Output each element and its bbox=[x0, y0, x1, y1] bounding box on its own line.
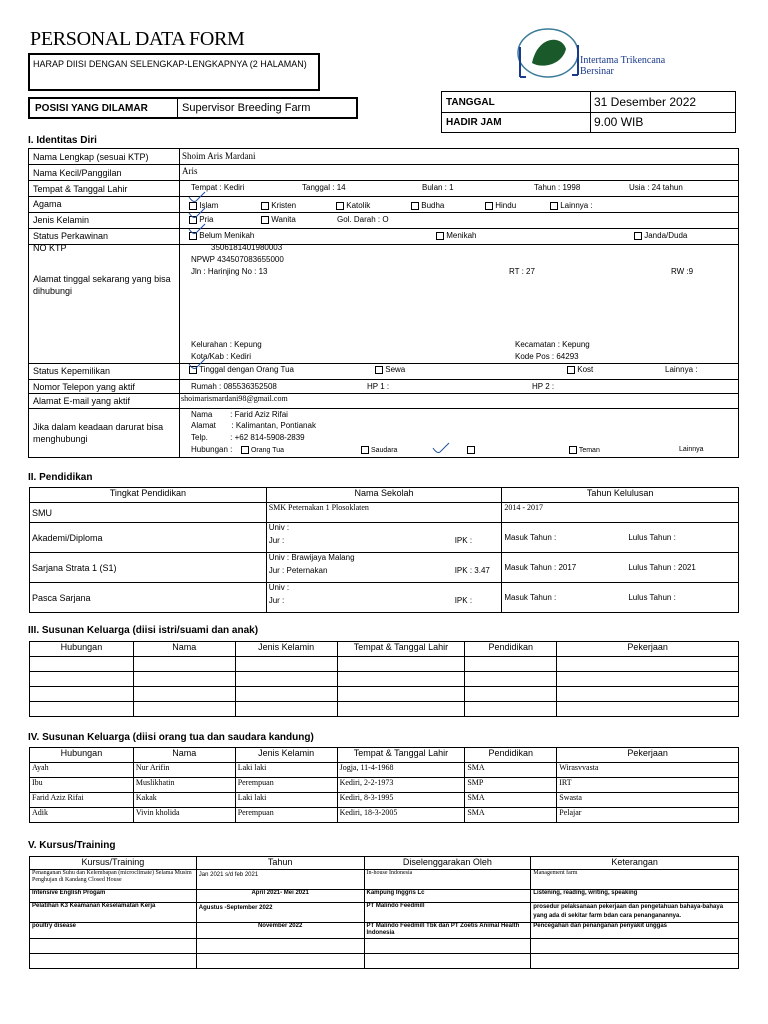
pendidikan-univ: Univ : bbox=[268, 523, 290, 532]
kursus-header: Diselenggarakan Oleh bbox=[364, 857, 531, 870]
value-kodepos[interactable]: Kode Pos : 64293 bbox=[515, 352, 579, 361]
label-ktp: NO KTP bbox=[33, 243, 67, 253]
pendidikan-header-sekolah: Nama Sekolah bbox=[266, 488, 502, 503]
pendidikan-jur: Jur : Peternakan bbox=[268, 566, 328, 575]
date-time-box bbox=[441, 91, 736, 133]
table-row[interactable] bbox=[30, 954, 739, 969]
date-label: TANGGAL bbox=[446, 97, 495, 108]
cell: SMA bbox=[465, 793, 557, 808]
agama-hindu-label: Hindu bbox=[495, 201, 517, 210]
cell: In-house Indonesia bbox=[364, 870, 531, 890]
cell: Swasta bbox=[557, 793, 739, 808]
value-bulan[interactable]: Bulan : 1 bbox=[422, 183, 454, 192]
cell: Nur Arifin bbox=[133, 763, 235, 778]
table-row[interactable] bbox=[30, 702, 739, 717]
keluarga1-header: Hubungan bbox=[30, 642, 134, 657]
pendidikan-masuk: Masuk Tahun : bbox=[504, 593, 557, 602]
cell: Laki laki bbox=[235, 763, 337, 778]
time-value[interactable]: 9.00 WIB bbox=[594, 115, 644, 129]
pendidikan-lulus: Lulus Tahun : bbox=[628, 533, 676, 542]
cell: Pelajar bbox=[557, 808, 739, 823]
pendidikan-header-tahun: Tahun Kelulusan bbox=[502, 488, 739, 503]
company-logo bbox=[512, 25, 687, 85]
value-rt[interactable]: RT : 27 bbox=[509, 267, 535, 276]
hubungan-label: Hubungan : bbox=[191, 445, 233, 454]
pendidikan-univ-cell[interactable] bbox=[266, 523, 502, 553]
table-row[interactable] bbox=[30, 808, 739, 823]
table-row[interactable] bbox=[30, 923, 739, 939]
position-label: POSISI YANG DILAMAR bbox=[35, 103, 148, 114]
section-keluarga2: IV. Susunan Keluarga (diisi orang tua dan saudara kandung) bbox=[28, 732, 314, 743]
agama-budha-checkbox[interactable] bbox=[411, 202, 419, 210]
cell: Management farm bbox=[531, 870, 739, 890]
pendidikan-univ-cell[interactable] bbox=[266, 553, 502, 583]
label-jenis-kelamin: Jenis Kelamin bbox=[33, 215, 90, 225]
jk-options bbox=[189, 215, 489, 227]
table-row[interactable] bbox=[30, 890, 739, 903]
table-row[interactable] bbox=[30, 778, 739, 793]
jk-wanita-checkbox[interactable] bbox=[261, 216, 269, 224]
cell: Jan 2021 s/d feb 2021 bbox=[196, 870, 364, 890]
cell: Kediri, 18-3-2005 bbox=[337, 808, 465, 823]
pendidikan-tahun-cell[interactable] bbox=[502, 523, 739, 553]
value-kecamatan[interactable]: Kecamatan : Kepung bbox=[515, 340, 590, 349]
keluarga1-header: Nama bbox=[133, 642, 235, 657]
keluarga1-header: Jenis Kelamin bbox=[235, 642, 337, 657]
value-email[interactable]: shoimarismardani98@gmail.com bbox=[181, 394, 288, 403]
keluarga2-header: Pekerjaan bbox=[557, 748, 739, 763]
pendidikan-tahun-cell[interactable] bbox=[502, 583, 739, 613]
gol-darah[interactable]: Gol. Darah : O bbox=[337, 215, 389, 224]
cell: Agustus -September 2022 bbox=[196, 903, 364, 923]
date-value[interactable]: 31 Desember 2022 bbox=[594, 95, 697, 109]
pendidikan-tingkat: Pasca Sarjana bbox=[30, 583, 267, 613]
agama-lainnya-label: Lainnya : bbox=[560, 201, 593, 210]
value-jln[interactable]: Jln : Harinjing No : 13 bbox=[191, 267, 268, 276]
cell: Intensive English Progam bbox=[30, 890, 197, 903]
kepemilikan-kost-checkbox[interactable] bbox=[567, 366, 575, 374]
cell: Penanganan Suhu dan Kelembapan (microclimate) Selama Musim Penghujan di Kandang Closed House bbox=[30, 870, 197, 890]
pendidikan-tahun-cell[interactable] bbox=[502, 553, 739, 583]
section-identitas: I. Identitas Diri bbox=[28, 135, 97, 146]
agama-katolik-checkbox[interactable] bbox=[336, 202, 344, 210]
status-janda-label: Janda/Duda bbox=[644, 231, 688, 240]
value-kota[interactable]: Kota/Kab : Kediri bbox=[191, 352, 252, 361]
section-keluarga1: III. Susunan Keluarga (diisi istri/suami dan anak) bbox=[28, 625, 259, 636]
label-kepemilikan: Status Kepemilikan bbox=[33, 366, 111, 376]
hubungan-teman-label: Teman bbox=[578, 446, 600, 454]
section-kursus: V. Kursus/Training bbox=[28, 840, 116, 851]
cell: Pelatihan K3 Keamanan Keselamatan Kerja bbox=[30, 903, 197, 923]
agama-kristen-label: Kristen bbox=[271, 201, 297, 210]
pendidikan-masuk: Masuk Tahun : bbox=[504, 533, 557, 542]
value-darurat-nama[interactable]: Nama : Farid Aziz Rifai bbox=[191, 410, 288, 419]
keluarga2-header: Jenis Kelamin bbox=[235, 748, 337, 763]
instruction-box bbox=[28, 53, 320, 91]
kepemilikan-ortu-label: Tinggal dengan Orang Tua bbox=[199, 365, 294, 374]
cell: SMA bbox=[465, 763, 557, 778]
value-hp2[interactable]: HP 2 : bbox=[532, 382, 555, 391]
value-tanggal[interactable]: Tanggal : 14 bbox=[302, 183, 346, 192]
cell: PT Malindo Feedmill bbox=[364, 903, 531, 923]
cell: Pencegahan dan penanganan penyakit unggas bbox=[531, 923, 739, 939]
cell: November 2022 bbox=[196, 923, 364, 939]
kursus-header: Keterangan bbox=[531, 857, 739, 870]
kepemilikan-sewa-label: Sewa bbox=[385, 365, 406, 374]
pendidikan-univ-cell[interactable] bbox=[266, 583, 502, 613]
hubungan-saudara-label: Saudara bbox=[370, 446, 398, 454]
jk-wanita-label: Wanita bbox=[271, 215, 296, 224]
pendidikan-ipk: IPK : 3.47 bbox=[454, 566, 490, 575]
pendidikan-lulus: Lulus Tahun : 2021 bbox=[628, 563, 696, 572]
cell: Adik bbox=[30, 808, 134, 823]
pendidikan-masuk: Masuk Tahun : 2017 bbox=[504, 563, 577, 572]
status-menikah-checkbox[interactable] bbox=[436, 232, 444, 240]
value-nama-lengkap[interactable]: Shoim Aris Mardani bbox=[182, 151, 256, 161]
label-telepon: Nomor Telepon yang aktif bbox=[33, 382, 135, 392]
cell: Vivin kholida bbox=[133, 808, 235, 823]
agama-budha-label: Budha bbox=[421, 201, 445, 210]
table-row[interactable] bbox=[30, 763, 739, 778]
kepemilikan-sewa-checkbox[interactable] bbox=[375, 366, 383, 374]
keluarga2-header: Hubungan bbox=[30, 748, 134, 763]
cell: Perempuan bbox=[235, 808, 337, 823]
cell: Muslikhatin bbox=[133, 778, 235, 793]
agama-options bbox=[189, 201, 729, 213]
pendidikan-tingkat: Sarjana Strata 1 (S1) bbox=[30, 553, 267, 583]
kepemilikan-options bbox=[189, 365, 737, 377]
table-row[interactable] bbox=[30, 793, 739, 808]
value-hp1[interactable]: HP 1 : bbox=[367, 382, 390, 391]
company-name: Intertama Trikencana Bersinar bbox=[580, 55, 666, 77]
jk-pria-label: Pria bbox=[199, 215, 214, 224]
pendidikan-tahun[interactable]: 2014 - 2017 bbox=[502, 503, 739, 523]
checkmark-icon bbox=[431, 442, 451, 456]
checkmark-icon bbox=[187, 358, 207, 372]
pendidikan-sekolah[interactable]: SMK Peternakan 1 Plosoklaten bbox=[266, 503, 502, 523]
cell: SMP bbox=[465, 778, 557, 793]
keluarga1-table bbox=[29, 641, 739, 717]
pendidikan-ipk: IPK : bbox=[454, 536, 473, 545]
value-tempat[interactable]: Tempat : Kediri bbox=[191, 183, 245, 192]
cell: Perempuan bbox=[235, 778, 337, 793]
pendidikan-lulus: Lulus Tahun : bbox=[628, 593, 676, 602]
label-alamat: Alamat tinggal sekarang yang bisa dihubungi bbox=[33, 274, 171, 296]
hubungan-lainnya-label: Lainnya bbox=[679, 446, 704, 453]
kursus-header: Kursus/Training bbox=[30, 857, 197, 870]
cell: Kediri, 8-3-1995 bbox=[337, 793, 465, 808]
table-row[interactable] bbox=[30, 657, 739, 672]
keluarga2-header: Pendidikan bbox=[465, 748, 557, 763]
position-value[interactable]: Supervisor Breeding Farm bbox=[182, 102, 311, 114]
identitas-table bbox=[28, 148, 739, 458]
agama-islam-label: Islam bbox=[199, 201, 219, 210]
cell: April 2021- Mei 2021 bbox=[196, 890, 364, 903]
cell: Kediri, 2-2-1973 bbox=[337, 778, 465, 793]
value-usia[interactable]: Usia : 24 tahun bbox=[629, 183, 683, 192]
label-agama: Agama bbox=[33, 199, 62, 209]
cell: IRT bbox=[557, 778, 739, 793]
kursus-header: Tahun bbox=[196, 857, 364, 870]
keluarga1-header: Pendidikan bbox=[465, 642, 557, 657]
table-row[interactable] bbox=[30, 903, 739, 923]
keluarga2-header: Tempat & Tanggal Lahir bbox=[337, 748, 465, 763]
agama-katolik-label: Katolik bbox=[346, 201, 371, 210]
section-pendidikan: II. Pendidikan bbox=[28, 472, 93, 483]
pendidikan-header-tingkat: Tingkat Pendidikan bbox=[30, 488, 267, 503]
pendidikan-table bbox=[29, 487, 739, 613]
form-title: PERSONAL DATA FORM bbox=[30, 28, 245, 50]
status-janda-checkbox[interactable] bbox=[634, 232, 642, 240]
label-darurat: Jika dalam keadaan darurat bisa menghubungi bbox=[33, 422, 164, 444]
label-ttl: Tempat & Tanggal Lahir bbox=[33, 184, 128, 194]
cell: PT Malindo Feedmill Tbk dan PT Zoetis Animal Health Indonesia bbox=[364, 923, 531, 939]
hubungan-saudara-checkbox[interactable] bbox=[361, 446, 369, 454]
label-nama-lengkap: Nama Lengkap (sesuai KTP) bbox=[33, 152, 149, 162]
agama-kristen-checkbox[interactable] bbox=[261, 202, 269, 210]
label-nama-kecil: Nama Kecil/Panggilan bbox=[33, 168, 122, 178]
label-status-perkawinan: Status Perkawinan bbox=[33, 231, 109, 241]
status-belum-label: Belum Menikah bbox=[199, 231, 255, 240]
value-darurat-telp[interactable]: Telp. : +62 814-5908-2839 bbox=[191, 433, 305, 442]
value-darurat-alamat[interactable]: Alamat : Kalimantan, Pontianak bbox=[191, 421, 316, 430]
keluarga2-header: Nama bbox=[133, 748, 235, 763]
agama-hindu-checkbox[interactable] bbox=[485, 202, 493, 210]
table-row[interactable] bbox=[30, 939, 739, 954]
cell: Ibu bbox=[30, 778, 134, 793]
pendidikan-jur: Jur : bbox=[268, 596, 285, 605]
kepemilikan-kost-label: Kost bbox=[577, 365, 594, 374]
cell: SMA bbox=[465, 808, 557, 823]
cell: prosedur pelaksanaan pekerjaan dan pengetahuan bahaya-bahaya yang ada di sekitar farm bdan cara penanganannya. bbox=[531, 903, 739, 923]
table-row[interactable] bbox=[30, 687, 739, 702]
pendidikan-tingkat: SMU bbox=[30, 503, 267, 523]
value-npwp[interactable]: NPWP 434507083655000 bbox=[191, 255, 284, 264]
table-row[interactable] bbox=[30, 870, 739, 890]
hubungan-row bbox=[191, 445, 736, 457]
value-rw[interactable]: RW :9 bbox=[671, 267, 694, 276]
cell: Farid Aziz Rifai bbox=[30, 793, 134, 808]
cell: Laki laki bbox=[235, 793, 337, 808]
hubungan-ortu-label: Orang Tua bbox=[250, 446, 285, 454]
pendidikan-univ: Univ : Brawijaya Malang bbox=[268, 553, 355, 562]
cell: Listening, reading, writing, speaking bbox=[531, 890, 739, 903]
agama-lainnya-checkbox[interactable] bbox=[550, 202, 558, 210]
status-options bbox=[189, 231, 737, 243]
kepemilikan-lainnya-label: Lainnya : bbox=[665, 365, 698, 374]
instruction-text: HARAP DIISI DENGAN SELENGKAP-LENGKAPNYA (2 HALAMAN) bbox=[33, 59, 307, 69]
checkmark-icon bbox=[187, 223, 207, 237]
value-ktp[interactable]: 3506181401980003 bbox=[211, 243, 283, 252]
value-nama-kecil[interactable]: Aris bbox=[182, 166, 198, 176]
keluarga1-header: Tempat & Tanggal Lahir bbox=[337, 642, 465, 657]
value-tahun[interactable]: Tahun : 1998 bbox=[534, 183, 581, 192]
cell: Ayah bbox=[30, 763, 134, 778]
cell: Wirasvvasta bbox=[557, 763, 739, 778]
label-email: Alamat E-mail yang aktif bbox=[33, 396, 131, 406]
cell: Jogja, 11-4-1968 bbox=[337, 763, 465, 778]
status-menikah-label: Menikah bbox=[446, 231, 477, 240]
value-kelurahan[interactable]: Kelurahan : Kepung bbox=[191, 340, 262, 349]
pendidikan-ipk: IPK : bbox=[454, 596, 473, 605]
pendidikan-univ: Univ : bbox=[268, 583, 290, 592]
cell: Kampung Inggris Lc bbox=[364, 890, 531, 903]
pendidikan-jur: Jur : bbox=[268, 536, 285, 545]
keluarga1-header: Pekerjaan bbox=[557, 642, 739, 657]
hubungan-ortu-checkbox[interactable] bbox=[241, 446, 249, 454]
table-row[interactable] bbox=[30, 672, 739, 687]
value-rumah[interactable]: Rumah : 085536352508 bbox=[191, 382, 277, 391]
position-box bbox=[28, 97, 358, 119]
keluarga2-table bbox=[29, 747, 739, 823]
pendidikan-tingkat: Akademi/Diploma bbox=[30, 523, 267, 553]
hubungan-blank-checkbox[interactable] bbox=[467, 446, 475, 454]
checkmark-icon bbox=[187, 207, 207, 221]
hubungan-teman-checkbox[interactable] bbox=[569, 446, 577, 454]
kursus-table bbox=[29, 856, 739, 969]
cell: poultry disease bbox=[30, 923, 197, 939]
cell: Kakak bbox=[133, 793, 235, 808]
time-label: HADIR JAM bbox=[446, 117, 502, 128]
checkmark-icon bbox=[187, 191, 207, 205]
